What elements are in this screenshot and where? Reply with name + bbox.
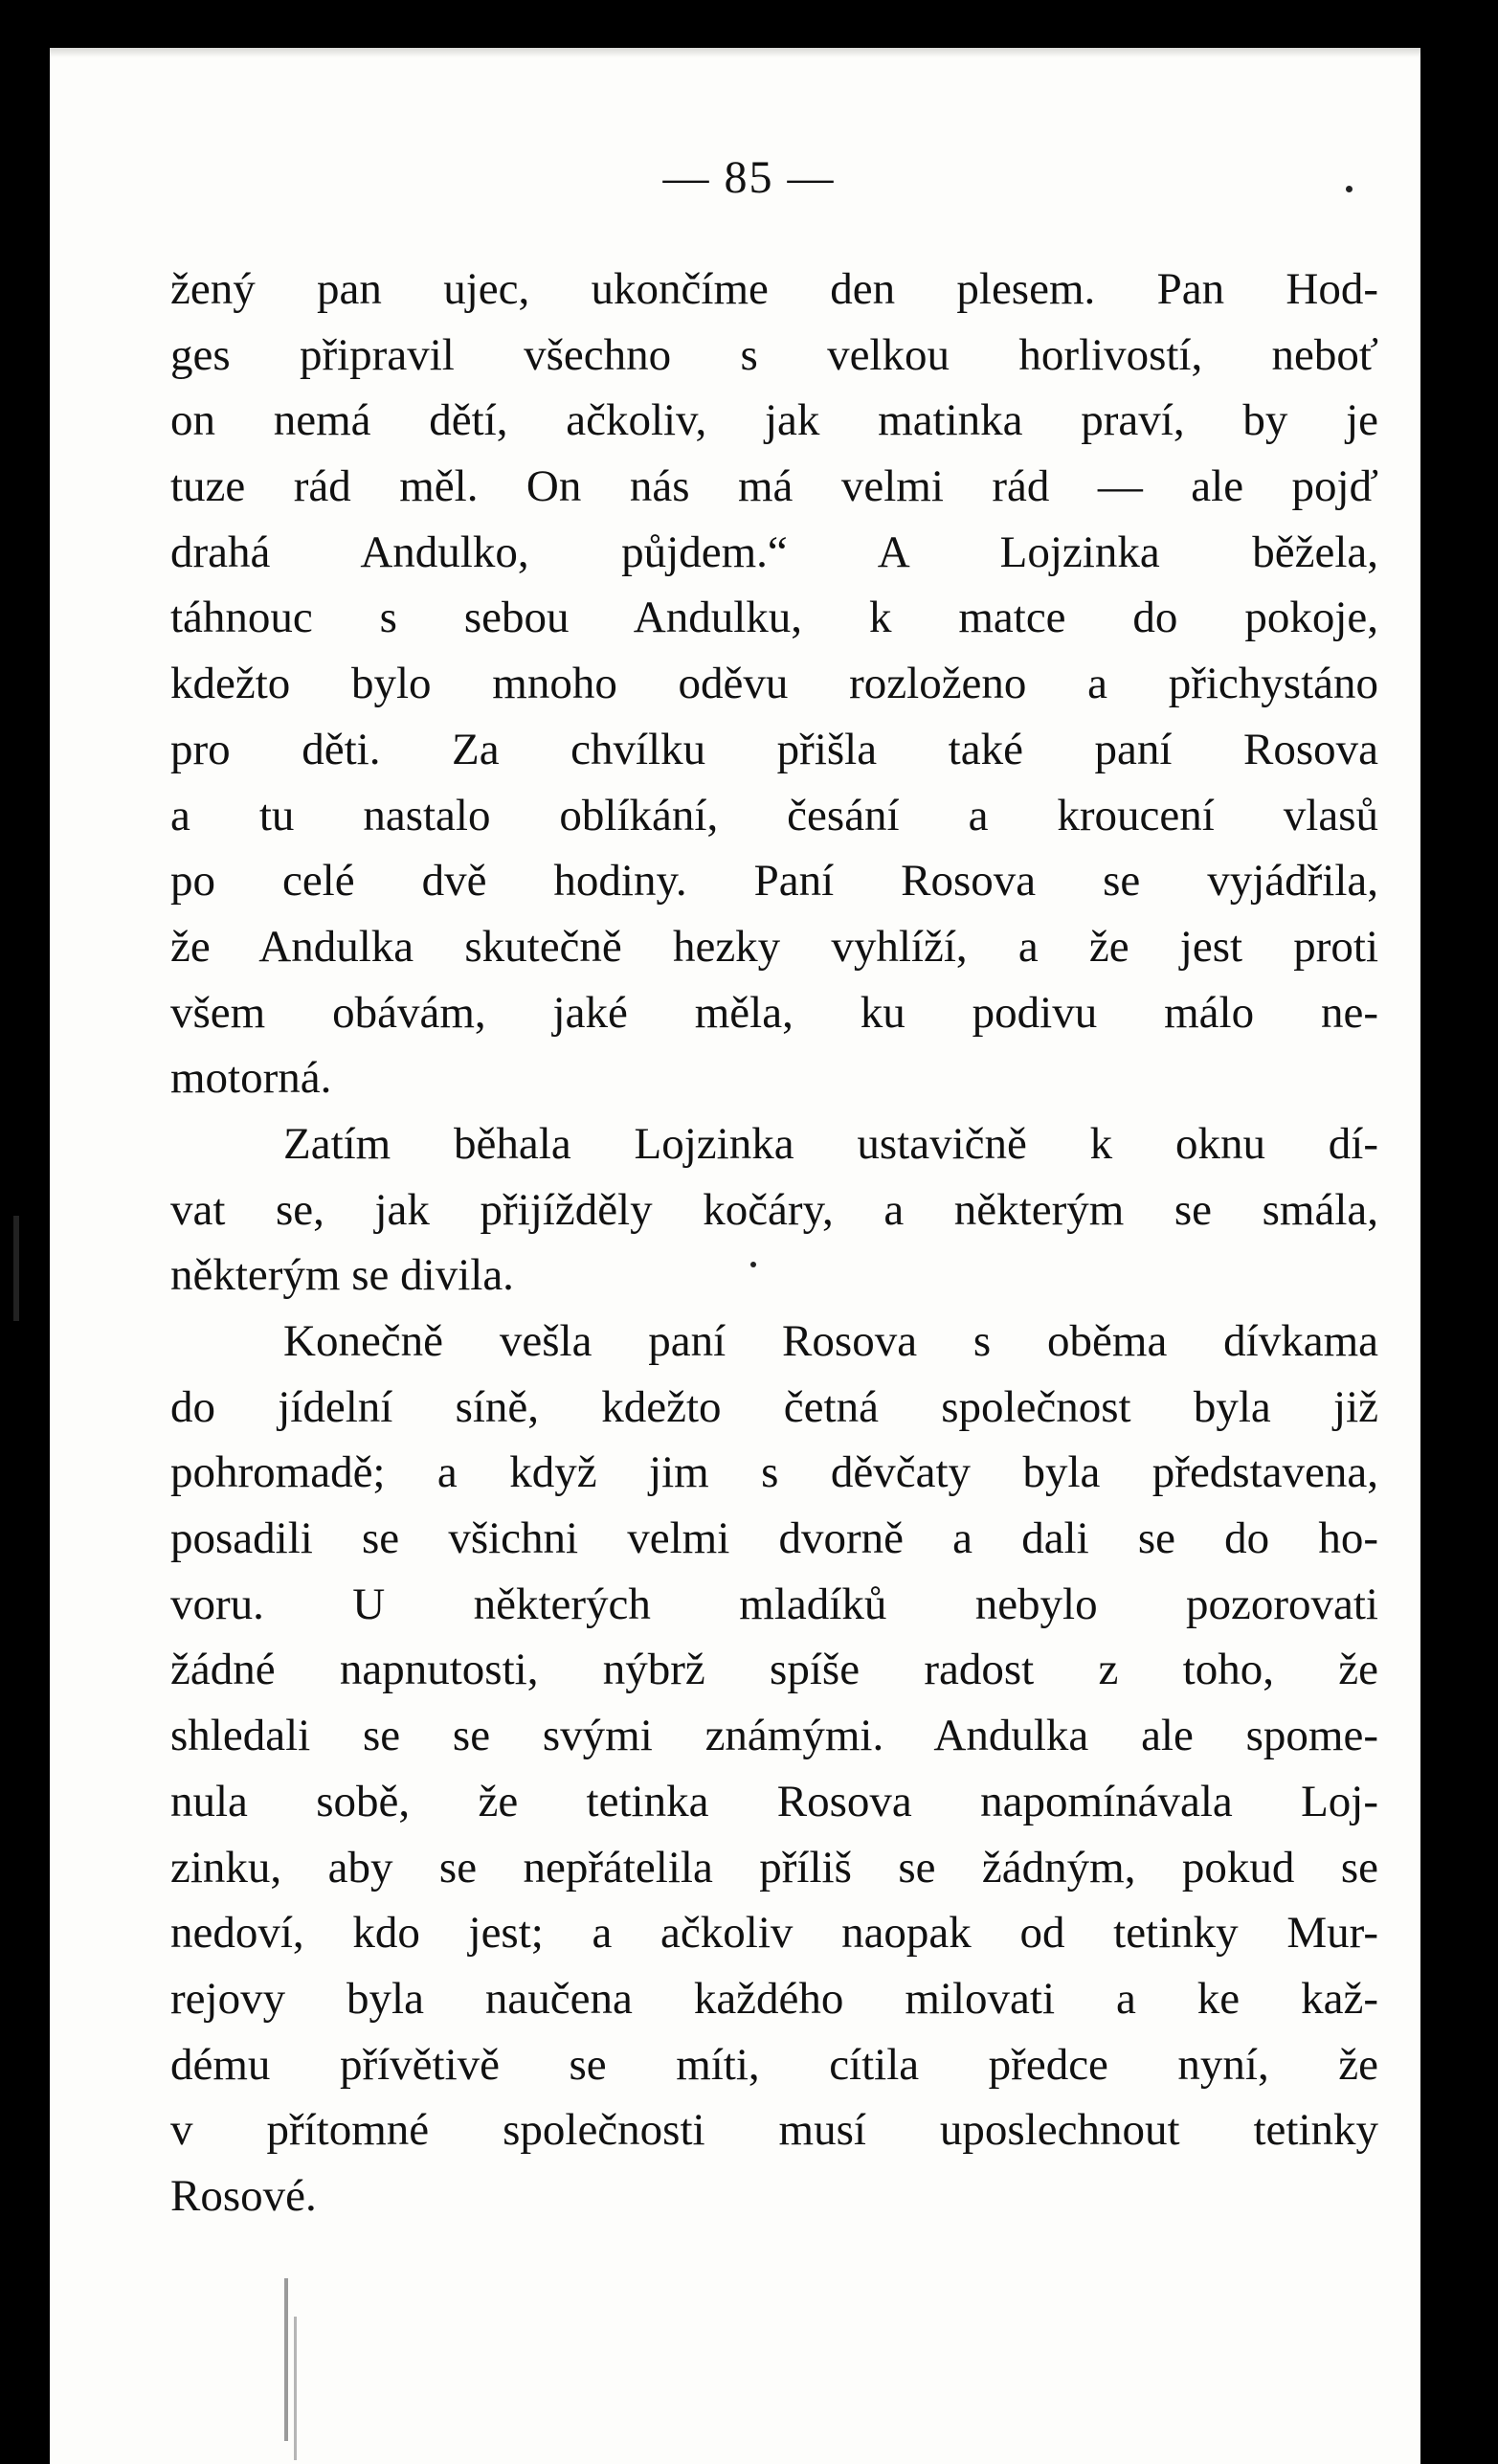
- text-line: že Andulka skutečně hezky vyhlíží, a že jest proti: [170, 921, 1378, 972]
- text-line: Zatím běhala Lojzinka ustavičně k oknu dí-: [283, 1118, 1378, 1169]
- text-line: rejovy byla naučena každého milovati a ke kaž-: [170, 1973, 1378, 2024]
- text-line: po celé dvě hodiny. Paní Rosova se vyjádřila,: [170, 856, 1378, 907]
- text-line: tuze rád měl. On nás má velmi rád — ale pojď: [170, 461, 1378, 512]
- text-line: nedoví, kdo jest; a ačkoliv naopak od tetinky Mur-: [170, 1908, 1378, 1959]
- text-line: všem obávám, jaké měla, ku podivu málo ne-: [170, 987, 1378, 1038]
- text-line: žádné napnutosti, nýbrž spíše radost z toho, že: [170, 1645, 1378, 1695]
- text-line: dému přívětivě se míti, cítila předce nyní, že: [170, 2039, 1378, 2090]
- text-line: voru. U některých mladíků nebylo pozorovati: [170, 1579, 1378, 1629]
- text-line: on nemá dětí, ačkoliv, jak matinka praví, by je: [170, 395, 1378, 446]
- text-line: táhnouc s sebou Andulku, k matce do pokoje,: [170, 593, 1378, 643]
- text-line: některým se divila.: [170, 1250, 514, 1301]
- scan-crease: [284, 2278, 288, 2441]
- text-line: Konečně vešla paní Rosova s oběma dívkama: [283, 1316, 1378, 1366]
- text-line: do jídelní síně, kdežto četná společnost byla již: [170, 1381, 1378, 1432]
- text-line: a tu nastalo oblíkání, česání a kroucení vlasů: [170, 790, 1378, 840]
- text-line: v přítomné společnosti musí uposlechnout tetinky: [170, 2105, 1378, 2156]
- text-line: motorná.: [170, 1053, 332, 1104]
- text-line: Rosové.: [170, 2170, 317, 2221]
- text-line: shledali se se svými známými. Andulka ale spome-: [170, 1711, 1378, 1761]
- text-line: posadili se všichni velmi dvorně a dali se do ho-: [170, 1513, 1378, 1564]
- text-line: nula sobě, že tetinka Rosova napomínávala Loj-: [170, 1776, 1378, 1826]
- body-text: [170, 257, 1378, 2229]
- text-line: zinku, aby se nepřátelila příliš se žádným, pokud se: [170, 1842, 1378, 1893]
- scan-crease: [294, 2317, 297, 2460]
- text-line: žený pan ujec, ukončíme den plesem. Pan Hod-: [170, 264, 1378, 314]
- text-line: drahá Andulko, půjdem.“ A Lojzinka běžela,: [170, 526, 1378, 577]
- text-line: vat se, jak přijížděly kočáry, a některým se smála,: [170, 1184, 1378, 1235]
- text-line: pro děti. Za chvílku přišla také paní Rosova: [170, 724, 1378, 774]
- text-line: pohromadě; a když jim s děvčaty byla představena,: [170, 1447, 1378, 1498]
- text-line: kdežto bylo mnoho oděvu rozloženo a přichystáno: [170, 659, 1378, 709]
- page-number: — 85 —: [662, 152, 836, 203]
- text-line: ges připravil všechno s velkou horlivostí, neboť: [170, 329, 1378, 380]
- scan-edge-mark: [13, 1216, 19, 1321]
